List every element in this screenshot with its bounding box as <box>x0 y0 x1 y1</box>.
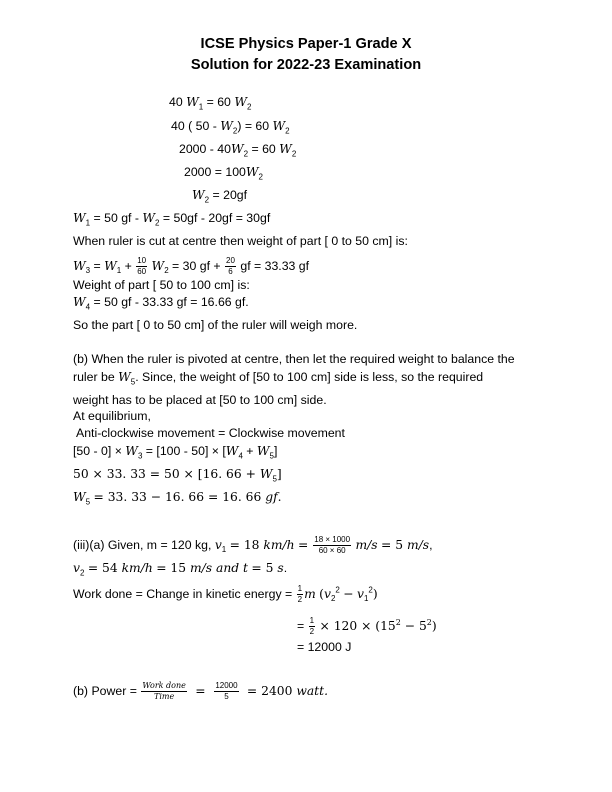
text-b-line-1: (b) When the ruler is pivoted at centre, then let the required weight to balance the <box>73 352 515 366</box>
equation-work-done: Work done = Change in kinetic energy = $\frac{1}{2}$ m $(v_2^2 - v_1^2)$ <box>73 584 378 604</box>
title-line-2: Solution for 2022-23 Examination <box>190 57 422 73</box>
equation-work-result: = 12000 J <box>297 640 352 654</box>
equation-1: 40 $W_1 = 60$ $W_2$ <box>169 95 252 112</box>
text-conclusion: So the part [ 0 to 50 cm] of the ruler will weigh more. <box>73 318 358 332</box>
equation-2: 40 ( $50 - W_2) = 60$ $W_2$ <box>171 119 290 136</box>
equation-power: (b) Power = $\frac{\text{Work done}}{\text{Time}}$ = $\frac{12000}{5}$ = 2400 watt. <box>73 681 328 701</box>
equation-w3: $W_3 = W_1$ + $\frac{10}{60}$ $W_2 = 30$ gf + $\frac{20}{6}$ gf = 33.33 gf <box>73 256 310 276</box>
equation-5: $W_2 = 20gf$ <box>192 188 248 205</box>
equation-w4: $W_4 = 50$ gf - 33.33 gf = 16.66 gf. <box>73 295 249 312</box>
equation-4: $2000 = 100W_2$ <box>184 165 263 182</box>
equation-given: (iii)(a) Given, m = 120 kg, $v_1 = 18$ km/h = $\frac{18 \times 1000}{60 \times 60}$ m/s = 5 m/s, <box>73 535 433 555</box>
text-b-line-3: weight has to be placed at [50 to 100 cm] side. <box>73 393 327 407</box>
text-equilibrium: At equilibrium, <box>73 409 151 423</box>
text-b-line-2: ruler be $W_5$. Since, the weight of [50 to 100 cm] side is less, so the required <box>73 370 484 387</box>
equation-6: $W_1 = 50$ gf - $W_2 = 50gf - 20gf = 30gf$ <box>73 211 271 228</box>
equation-moments: $[50 - 0] \times W_3 = [100 - 50] \times [W_4 + W_5]$ <box>73 444 278 461</box>
equation-w5: $W_5 = 33$. 33 − 16. 66 = 16. 66 gf. <box>73 490 282 507</box>
equation-v2: $v_2 = 54$ km/h = 15 m/s and t = 5 s. <box>73 561 288 578</box>
text-moments: Anti-clockwise movement = Clockwise movement <box>76 426 345 440</box>
equation-3: $2000 - 40W_2 = 60$ $W_2$ <box>179 142 297 159</box>
text-cut-centre: When ruler is cut at centre then weight of part [ 0 to 50 cm] is: <box>73 234 408 248</box>
equation-work-values: = $\frac{1}{2}$ × $120 \times (15^2 - 5^2)$ <box>297 616 437 636</box>
equation-moments-values: 50 × 33. 33 = 50 × [16. $66 + W_5$] <box>73 467 282 484</box>
text-weight-part: Weight of part [ 50 to 100 cm] is: <box>73 278 250 292</box>
title-line-1: ICSE Physics Paper-1 Grade X <box>200 36 412 52</box>
